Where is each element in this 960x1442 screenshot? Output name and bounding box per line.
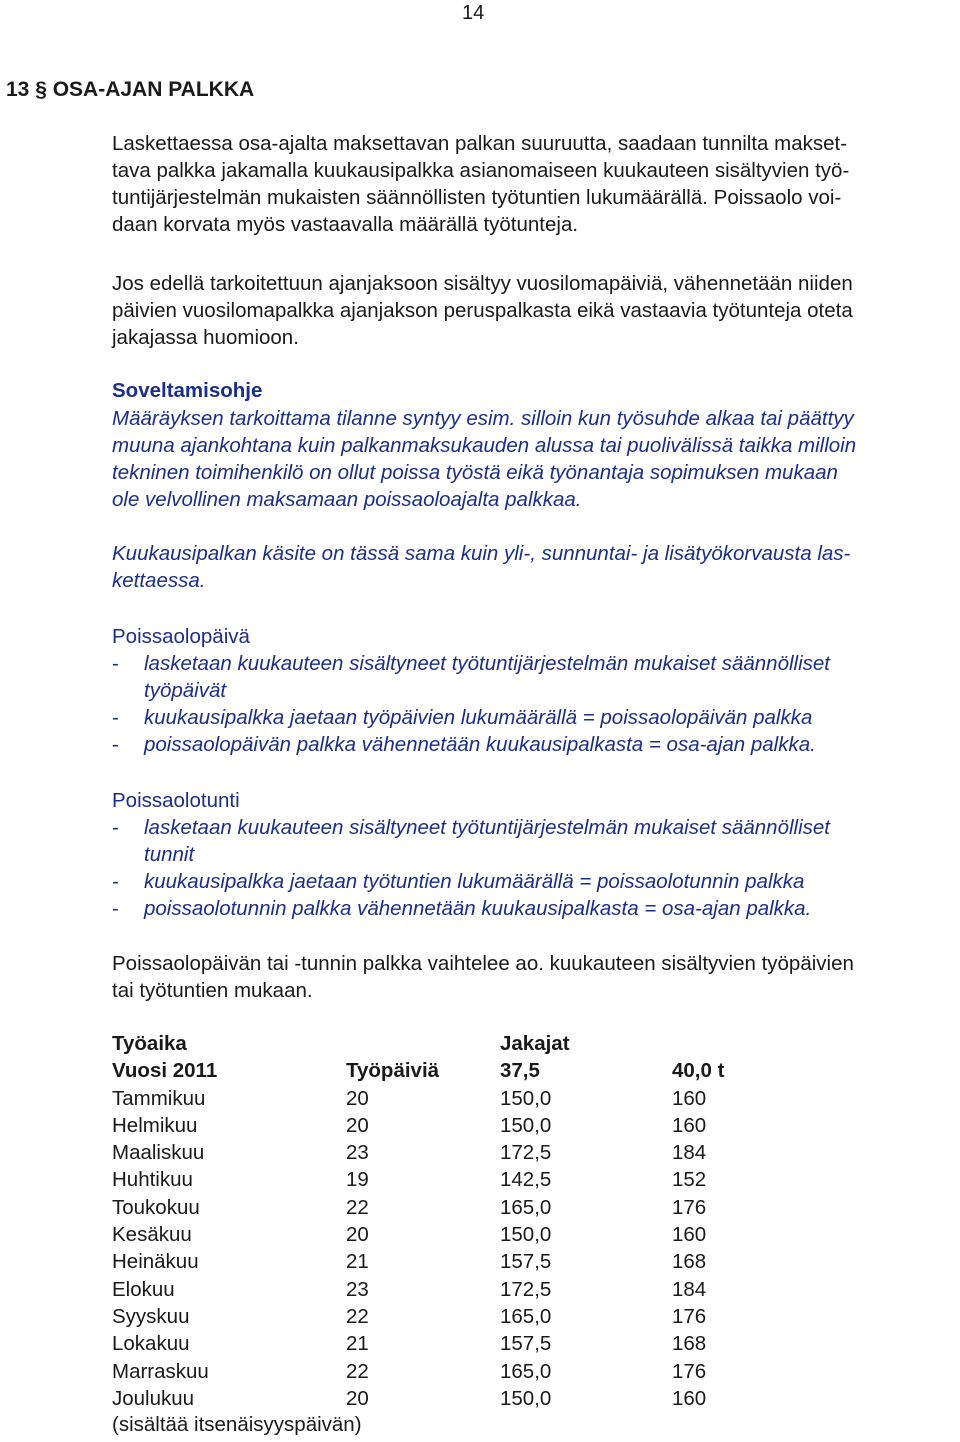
month-cell: Maaliskuu [112, 1141, 205, 1165]
table-row [112, 1385, 792, 1412]
text-line: muuna ajankohtana kuin palkanmaksukauden alussa tai puolivälissä taikka milloin [112, 434, 857, 457]
divisor-40-cell: 160 [672, 1086, 707, 1110]
divisor-37-cell: 157,5 [500, 1250, 552, 1274]
table-row [112, 1276, 792, 1303]
text-line: Laskettaessa osa-ajalta maksettavan palkan suuruutta, saadaan tunnilta makset- [112, 132, 848, 155]
table-row [112, 1139, 792, 1166]
text-line: kettaessa. [112, 569, 206, 592]
page-number: 14 [462, 2, 485, 24]
table-row [112, 1303, 792, 1330]
intro-paragraph [112, 130, 958, 238]
month-cell: Marraskuu [112, 1359, 209, 1383]
vacation-paragraph [112, 270, 958, 351]
table-header-row [112, 1057, 792, 1084]
dash-marker: - [112, 897, 119, 920]
table-row [112, 1166, 792, 1193]
divisor-37-cell: 150,0 [500, 1086, 552, 1110]
list-item-text-cont: tunnit [144, 843, 195, 866]
absence-hour-title: Poissaolotunti [112, 789, 240, 812]
table-row [112, 1085, 792, 1112]
days-cell: 20 [346, 1086, 369, 1110]
list-item-text: poissaolotunnin palkka vähennetään kuukausipalkasta = osa-ajan palkka. [144, 897, 812, 920]
list-item-text: kuukausipalkka jaetaan työtuntien lukumäärällä = poissaolotunnin palkka [144, 870, 805, 893]
text-line: tai työtuntien mukaan. [112, 979, 313, 1002]
list-item-text: lasketaan kuukauteen sisältyneet työtuntijärjestelmän mukaiset säännölliset [144, 652, 830, 675]
month-cell: Joulukuu [112, 1386, 195, 1410]
list-item [112, 704, 958, 731]
text-line: jakajassa huomioon. [112, 326, 299, 349]
table-row [112, 1358, 792, 1385]
absence-hour-section [112, 787, 958, 922]
days-cell: 21 [346, 1332, 369, 1356]
divisor-40-cell: 168 [672, 1332, 707, 1356]
list-item-text: lasketaan kuukauteen sisältyneet työtuntijärjestelmän mukaiset säännölliset [144, 816, 830, 839]
list-item [112, 814, 958, 868]
days-cell: 20 [346, 1223, 369, 1247]
divisor-37-cell: 172,5 [500, 1141, 552, 1165]
month-cell: Elokuu [112, 1277, 175, 1301]
divisor-37-cell: 150,0 [500, 1223, 552, 1247]
list-item-text: poissaolopäivän palkka vähennetään kuukausipalkasta = osa-ajan palkka. [144, 733, 816, 756]
working-time-table [112, 1030, 792, 1412]
guide-paragraph-1 [112, 405, 958, 513]
month-cell: Tammikuu [112, 1086, 206, 1110]
text-line: tava palkka jakamalla kuukausipalkka asianomaiseen kuukauteen sisältyvien työ- [112, 159, 850, 182]
variation-paragraph [112, 950, 958, 1004]
text-line: Poissaolopäivän tai -tunnin palkka vaihtelee ao. kuukauteen sisältyvien työpäivien [112, 952, 854, 975]
header-cell: Jakajat [500, 1032, 570, 1055]
text-line: daan korvata myös vastaavalla määrällä työtunteja. [112, 213, 579, 236]
divisor-37-cell: 150,0 [500, 1386, 552, 1410]
divisor-40-cell: 176 [672, 1195, 707, 1219]
text-line: tekninen toimihenkilö on ollut poissa työstä eikä työnantaja sopimuksen mukaan [112, 461, 838, 484]
header-cell: 40,0 t [672, 1059, 725, 1083]
days-cell: 20 [346, 1386, 369, 1410]
guide-title: Soveltamisohje [112, 379, 263, 402]
list-item [112, 868, 958, 895]
header-cell: 37,5 [500, 1059, 540, 1083]
divisor-40-cell: 168 [672, 1250, 707, 1274]
month-cell: Helmikuu [112, 1113, 198, 1137]
divisor-40-cell: 152 [672, 1168, 707, 1192]
absence-day-title: Poissaolopäivä [112, 625, 250, 648]
absence-day-section [112, 623, 958, 758]
header-cell: Vuosi 2011 [112, 1059, 218, 1083]
section-heading: 13 § OSA-AJAN PALKKA [6, 78, 255, 101]
divisor-37-cell: 165,0 [500, 1304, 552, 1328]
dash-marker: - [112, 733, 119, 756]
days-cell: 22 [346, 1359, 369, 1383]
table-row [112, 1330, 792, 1357]
days-cell: 23 [346, 1141, 369, 1165]
list-item [112, 650, 958, 704]
month-cell: Toukokuu [112, 1195, 200, 1219]
dash-marker: - [112, 652, 119, 675]
days-cell: 20 [346, 1113, 369, 1137]
header-cell [346, 1030, 500, 1057]
text-line: Kuukausipalkan käsite on tässä sama kuin yli-, sunnuntai- ja lisätyökorvausta las- [112, 542, 851, 565]
list-item-text-cont: työpäivät [144, 679, 227, 702]
divisor-40-cell: 160 [672, 1113, 707, 1137]
divisor-37-cell: 165,0 [500, 1195, 552, 1219]
table-row [112, 1194, 792, 1221]
days-cell: 22 [346, 1195, 369, 1219]
list-item-text: kuukausipalkka jaetaan työpäivien lukumäärällä = poissaolopäivän palkka [144, 706, 813, 729]
days-cell: 19 [346, 1168, 369, 1192]
divisor-40-cell: 184 [672, 1277, 707, 1301]
month-cell: Kesäkuu [112, 1223, 192, 1247]
dash-marker: - [112, 816, 119, 839]
table-header-row [112, 1030, 792, 1057]
text-line: Jos edellä tarkoitettuun ajanjaksoon sisältyy vuosilomapäiviä, vähennetään niiden [112, 272, 853, 295]
divisor-37-cell: 157,5 [500, 1332, 552, 1356]
divisor-40-cell: 184 [672, 1141, 707, 1165]
month-cell: Huhtikuu [112, 1168, 193, 1192]
list-item [112, 895, 958, 922]
divisor-37-cell: 165,0 [500, 1359, 552, 1383]
month-cell: Syyskuu [112, 1304, 190, 1328]
days-cell: 22 [346, 1304, 369, 1328]
divisor-37-cell: 142,5 [500, 1168, 552, 1192]
month-cell: Heinäkuu [112, 1250, 199, 1274]
divisor-40-cell: 160 [672, 1223, 707, 1247]
divisor-40-cell: 160 [672, 1386, 707, 1410]
text-line: ole velvollinen maksamaan poissaoloajalta palkkaa. [112, 488, 582, 511]
days-cell: 21 [346, 1250, 369, 1274]
text-line: Määräyksen tarkoittama tilanne syntyy esim. silloin kun työsuhde alkaa tai päättyy [112, 407, 854, 430]
days-cell: 23 [346, 1277, 369, 1301]
divisor-40-cell: 176 [672, 1359, 707, 1383]
text-line: tuntijärjestelmän mukaisten säännöllisten työtuntien lukumäärällä. Poissaolo voi- [112, 186, 842, 209]
list-item [112, 731, 958, 758]
table-row [112, 1248, 792, 1275]
text-line: päivien vuosilomapalkka ajanjakson peruspalkasta eikä vastaavia työtunteja oteta [112, 299, 853, 322]
table-row [112, 1112, 792, 1139]
divisor-37-cell: 172,5 [500, 1277, 552, 1301]
divisor-37-cell: 150,0 [500, 1113, 552, 1137]
absence-day-list [112, 650, 958, 758]
dash-marker: - [112, 870, 119, 893]
table-row [112, 1221, 792, 1248]
table-footnote: (sisältää itsenäisyyspäivän) [112, 1413, 362, 1436]
dash-marker: - [112, 706, 119, 729]
header-cell: Työpäiviä [346, 1059, 440, 1083]
absence-hour-list [112, 814, 958, 922]
header-cell [672, 1030, 792, 1057]
month-cell: Lokakuu [112, 1332, 190, 1356]
guide-paragraph-2 [112, 540, 958, 594]
header-cell: Työaika [112, 1032, 187, 1055]
divisor-40-cell: 176 [672, 1304, 707, 1328]
